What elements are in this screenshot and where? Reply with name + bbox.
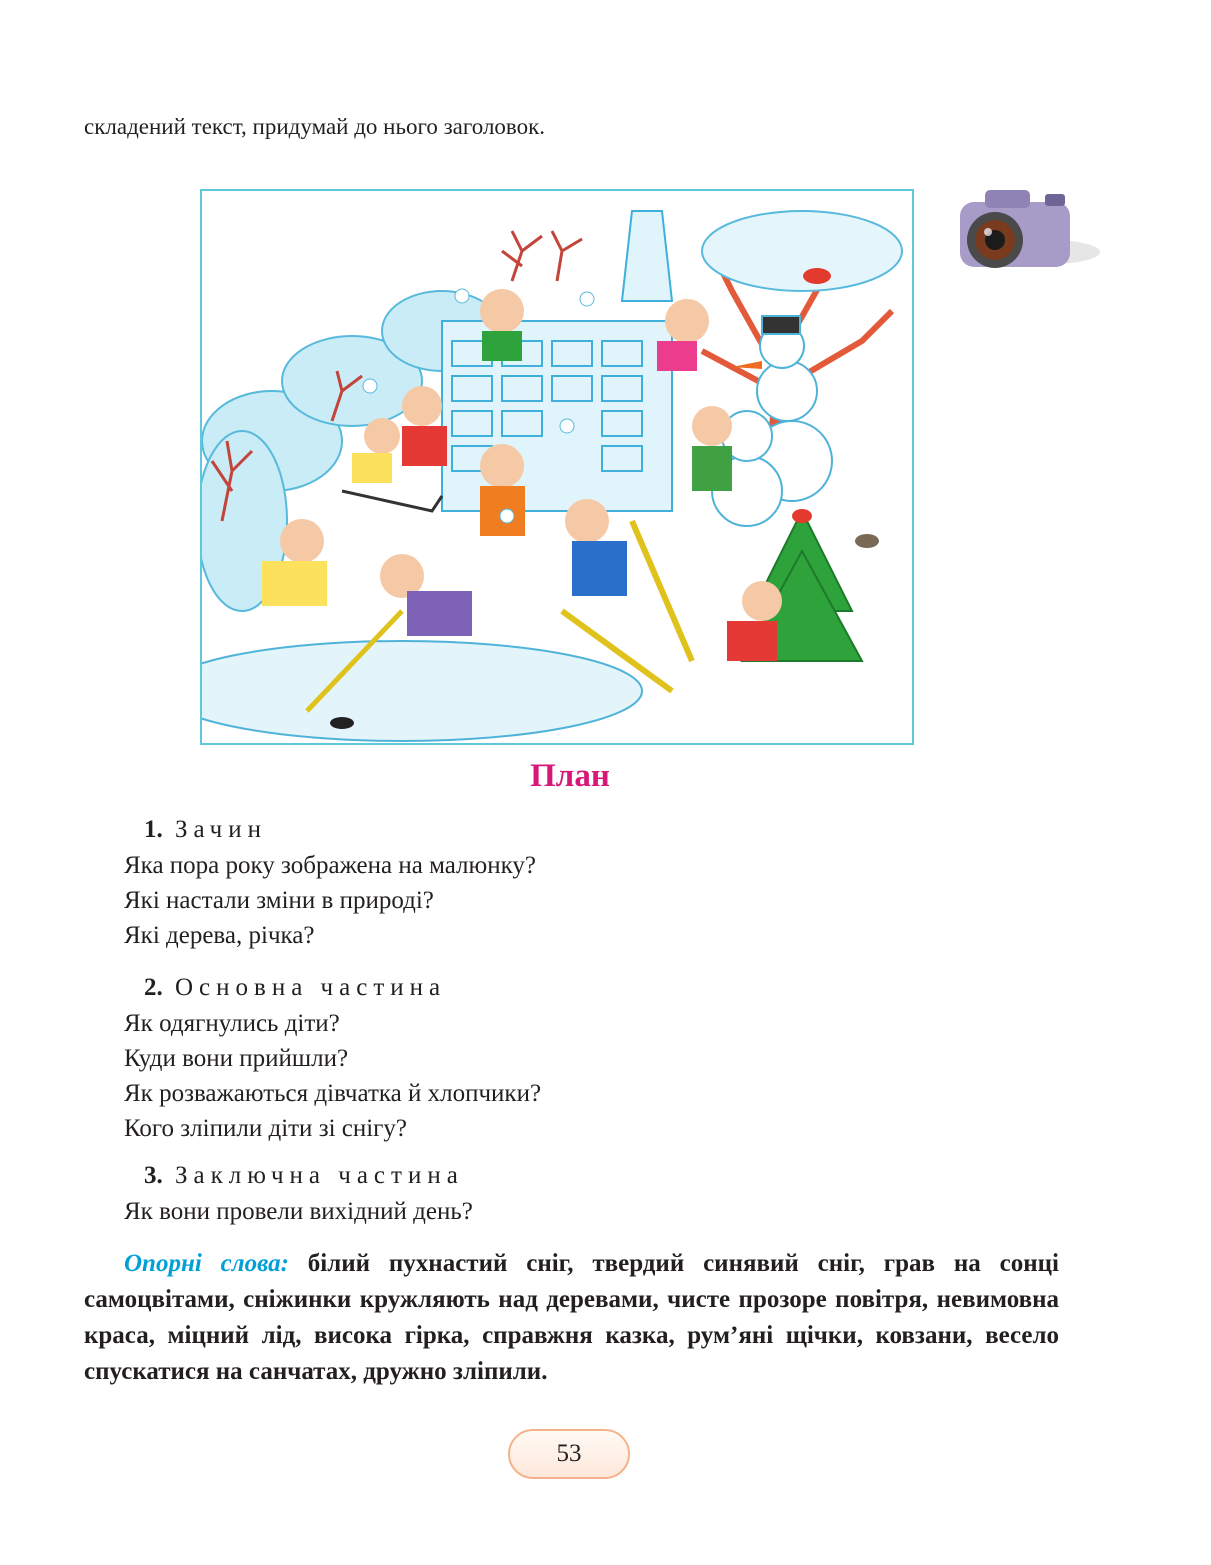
section-title: Основна частина: [175, 974, 447, 1001]
question: Як вони провели вихідний день?: [124, 1198, 473, 1225]
section-title: Заключна частина: [175, 1162, 464, 1189]
intro-text: складений текст, придумай до нього заголовок.: [84, 114, 546, 139]
question: Кого зліпили діти зі снігу?: [124, 1115, 408, 1142]
plan-section-1: [124, 816, 536, 953]
plan-section-2: [124, 974, 541, 1146]
page-number: 53: [508, 1429, 630, 1479]
plan-title: План: [530, 758, 610, 794]
question: Яка пора року зображена на малюнку?: [124, 852, 536, 879]
keywords-paragraph: [84, 1246, 1059, 1390]
winter-scene-illustration: [200, 189, 914, 745]
keywords-text: білий пухнастий сніг, твердий синявий сніг, грав на сонці самоцвітами, сніжинки кружляють над деревами, чисте прозоре повітря, невимовна краса, міцний лід, висока гірка, справжня казка, рум’яні щічки, ковзани, весело спускатися на санчатах, дружно зліпили.: [84, 1250, 1059, 1385]
plan-section-3: [124, 1162, 473, 1229]
question: Як розважаються дівчатка й хлопчики?: [124, 1080, 542, 1107]
section-title: Зачин: [175, 816, 267, 843]
question: Які настали зміни в природі?: [124, 887, 434, 914]
question: Які дерева, річка?: [124, 922, 315, 949]
section-number: 2.: [144, 974, 163, 1001]
section-number: 3.: [144, 1162, 163, 1189]
keywords-label: Опорні слова:: [124, 1250, 289, 1277]
puck: [330, 717, 354, 729]
question: Куди вони прийшли?: [124, 1045, 349, 1072]
question: Як одягнулись діти?: [124, 1010, 340, 1037]
section-number: 1.: [144, 816, 163, 843]
camera-icon: [950, 182, 1102, 282]
